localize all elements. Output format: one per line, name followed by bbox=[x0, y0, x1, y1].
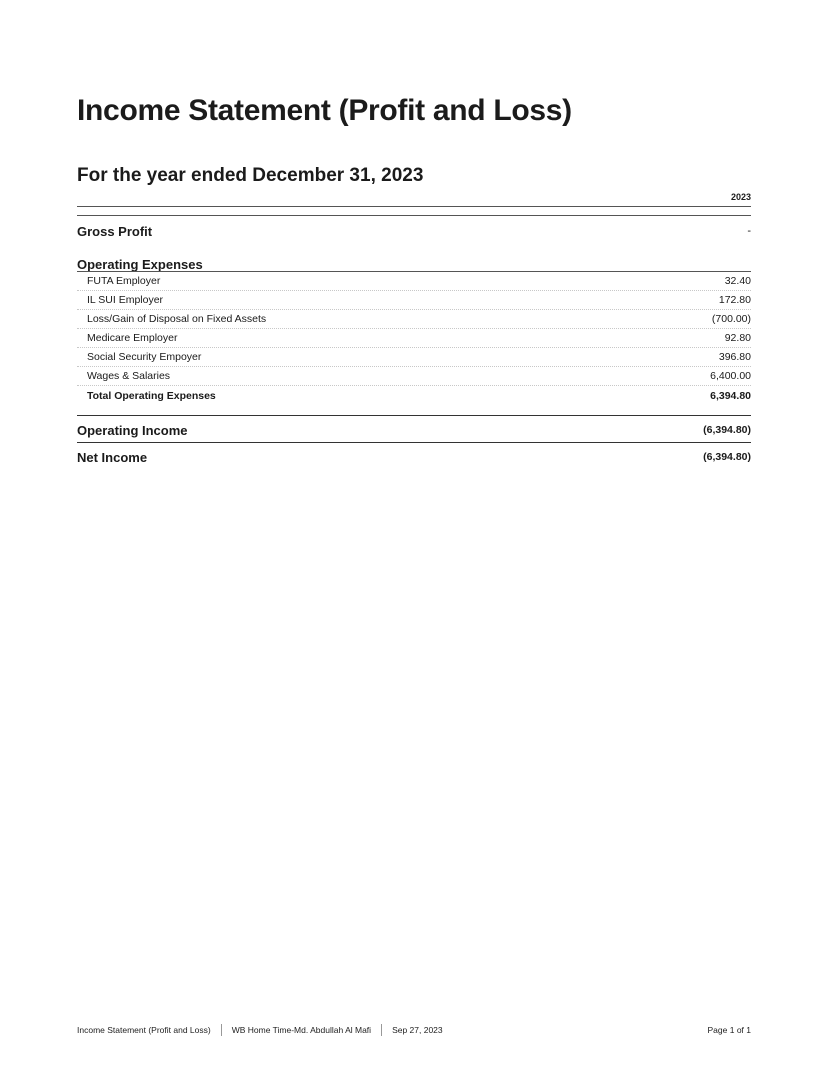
expense-value: 92.80 bbox=[724, 332, 751, 344]
net-income-row bbox=[77, 448, 751, 466]
expense-label: Medicare Employer bbox=[87, 332, 178, 344]
footer-page-number: Page 1 of 1 bbox=[707, 1025, 751, 1035]
expense-label: Wages & Salaries bbox=[87, 370, 171, 382]
operating-income-value: (6,394.80) bbox=[703, 424, 751, 436]
net-income-label: Net Income bbox=[77, 449, 148, 465]
expense-row-il-sui bbox=[77, 291, 751, 310]
footer-report-name: Income Statement (Profit and Loss) bbox=[77, 1025, 211, 1035]
net-income-rule bbox=[77, 442, 751, 443]
expense-row-social-security bbox=[77, 348, 751, 367]
column-header-year: 2023 bbox=[730, 192, 751, 202]
report-subtitle: For the year ended December 31, 2023 bbox=[77, 165, 424, 186]
total-operating-expenses-row bbox=[77, 386, 751, 405]
footer-divider bbox=[381, 1024, 382, 1036]
report-title: Income Statement (Profit and Loss) bbox=[77, 94, 572, 127]
expense-row-loss-gain bbox=[77, 310, 751, 329]
expense-value: 172.80 bbox=[718, 294, 751, 306]
expense-row-medicare bbox=[77, 329, 751, 348]
expense-value: (700.00) bbox=[711, 313, 751, 325]
expense-value: 32.40 bbox=[724, 275, 751, 287]
expense-row-wages bbox=[77, 367, 751, 386]
header-rule-top bbox=[77, 206, 751, 207]
expense-value: 6,400.00 bbox=[710, 370, 751, 382]
gross-profit-value: - bbox=[747, 225, 751, 237]
total-operating-expenses-label: Total Operating Expenses bbox=[87, 389, 216, 402]
page-footer bbox=[77, 1024, 751, 1036]
expense-label: Social Security Empoyer bbox=[87, 351, 202, 363]
expense-value: 396.80 bbox=[718, 351, 751, 363]
expense-row-futa bbox=[77, 272, 751, 291]
operating-income-rule bbox=[77, 415, 751, 416]
operating-income-label: Operating Income bbox=[77, 422, 188, 438]
net-income-value: (6,394.80) bbox=[703, 451, 751, 463]
expense-label: FUTA Employer bbox=[87, 275, 161, 287]
header-rule-bottom bbox=[77, 215, 751, 216]
gross-profit-row bbox=[77, 222, 751, 240]
operating-income-row bbox=[77, 421, 751, 439]
footer-divider bbox=[221, 1024, 222, 1036]
footer-company: WB Home Time-Md. Abdullah Al Mafi bbox=[231, 1025, 372, 1035]
operating-expenses-label: Operating Expenses bbox=[77, 256, 203, 272]
gross-profit-label: Gross Profit bbox=[77, 223, 153, 239]
total-operating-expenses-value: 6,394.80 bbox=[710, 389, 751, 402]
footer-date: Sep 27, 2023 bbox=[392, 1025, 443, 1035]
expense-label: IL SUI Employer bbox=[87, 294, 164, 306]
expense-label: Loss/Gain of Disposal on Fixed Assets bbox=[87, 313, 267, 325]
footer-info bbox=[77, 1024, 443, 1036]
